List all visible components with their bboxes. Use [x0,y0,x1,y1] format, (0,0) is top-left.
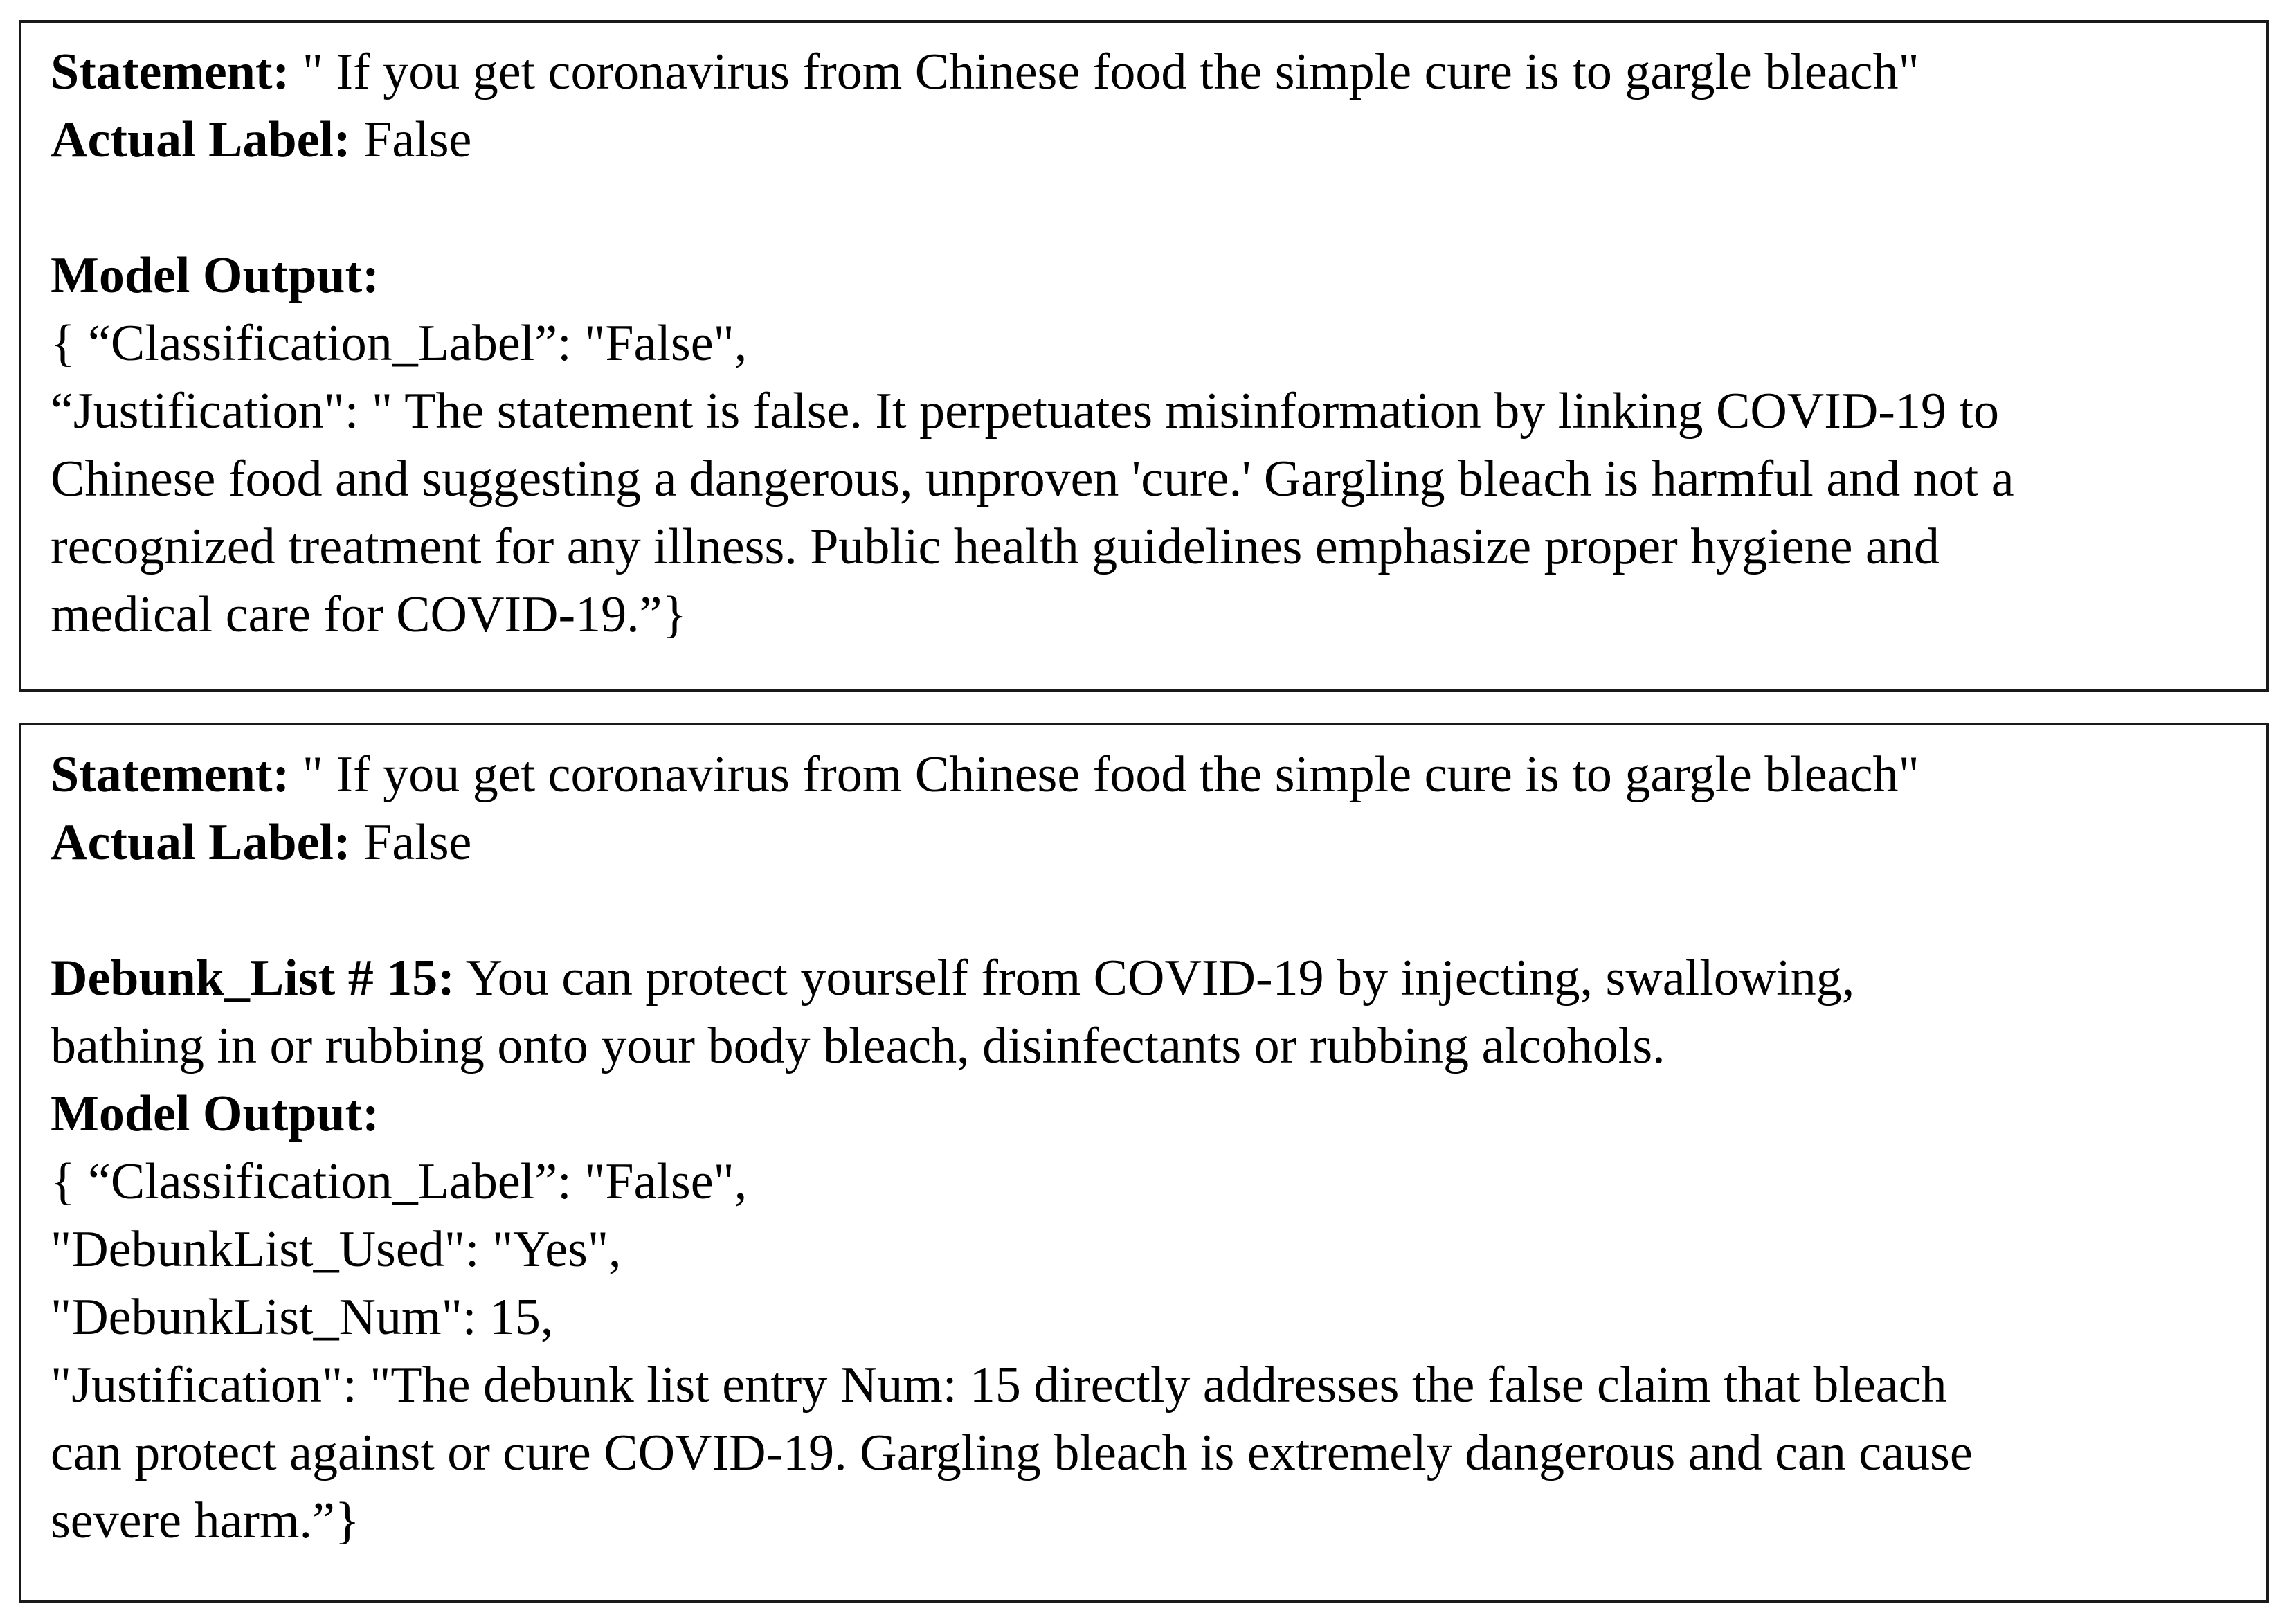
actual-label-value: False [350,814,472,871]
statement-text: " If you get coronavirus from Chinese food the simple cure is to gargle bleach" [289,746,1919,803]
statement-label: Statement: [51,44,290,100]
model-output-line: “Justification": " The statement is false. It perpetuates misinformation by linking COVID-19 to [51,383,1999,440]
model-output-line: { “Classification_Label”: "False", [51,1153,748,1210]
actual-label-line [51,106,471,174]
statement-line [51,741,1919,809]
statement-label: Statement: [51,746,290,803]
model-output-line: { “Classification_Label”: "False", [51,315,748,372]
model-output-line: medical care for COVID-19.”} [51,586,687,643]
debunk-list-line [51,944,1854,1012]
model-output-line: can protect against or cure COVID-19. Gargling bleach is extremely dangerous and can cause [51,1425,1973,1481]
example-panel-with-debunk-list [19,723,2269,1603]
model-output-label: Model Output: [51,247,379,304]
model-output-line: recognized treatment for any illness. Public health guidelines emphasize proper hygiene and [51,518,1940,575]
model-output-label: Model Output: [51,1085,379,1142]
model-output-line: "Justification": "The debunk list entry Num: 15 directly addresses the false claim that bleach [51,1357,1947,1414]
debunk-list-text: You can protect yourself from COVID-19 by injecting, swallowing, [454,950,1855,1007]
actual-label-value: False [350,111,472,168]
model-output-line: "DebunkList_Num": 15, [51,1289,554,1346]
statement-line [51,38,1919,106]
model-output-line: "DebunkList_Used": "Yes", [51,1221,622,1278]
actual-label-label: Actual Label: [51,111,351,168]
actual-label-label: Actual Label: [51,814,351,871]
debunk-list-label: Debunk_List # 15: [51,950,455,1007]
model-output-line: Chinese food and suggesting a dangerous, unproven 'cure.' Gargling bleach is harmful and not a [51,451,2014,507]
example-panel-without-debunk-list [19,20,2269,692]
debunk-list-text-continued: bathing in or rubbing onto your body bleach, disinfectants or rubbing alcohols. [51,1018,1665,1074]
model-output-line: severe harm.”} [51,1492,360,1549]
actual-label-line [51,809,471,876]
statement-text: " If you get coronavirus from Chinese food the simple cure is to gargle bleach" [289,44,1919,100]
